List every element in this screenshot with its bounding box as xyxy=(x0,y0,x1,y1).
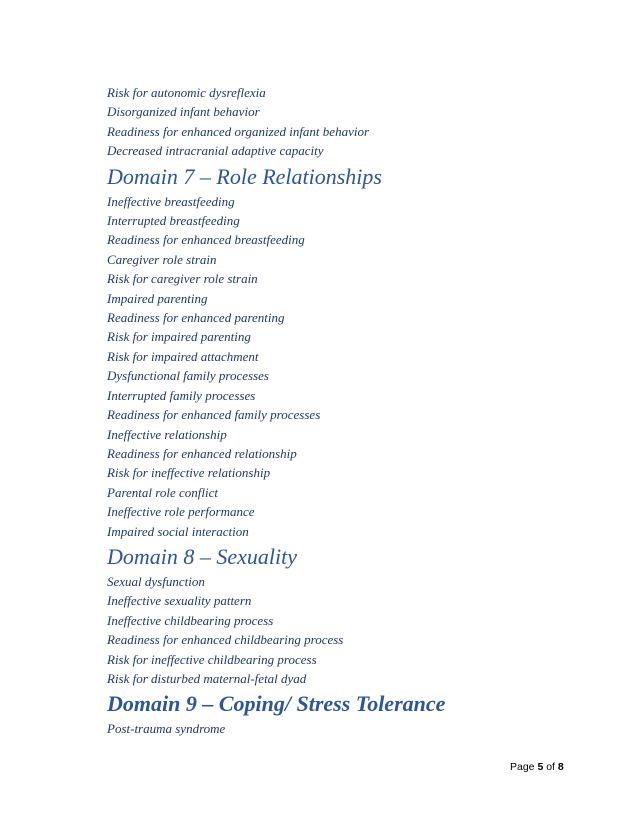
list-item: Readiness for enhanced parenting xyxy=(107,310,285,326)
page-total: 8 xyxy=(557,761,564,773)
domain-7-heading: Domain 7 – Role Relationships xyxy=(107,163,382,189)
list-item: Ineffective relationship xyxy=(107,426,227,442)
domain-7-list xyxy=(107,192,607,541)
list-item: Ineffective role performance xyxy=(107,504,255,520)
list-item: Readiness for enhanced family processes xyxy=(107,407,321,423)
list-item: Risk for ineffective relationship xyxy=(107,465,271,481)
list-item: Ineffective childbearing process xyxy=(107,612,274,628)
list-item: Sexual dysfunction xyxy=(107,573,205,589)
list-item: Risk for caregiver role strain xyxy=(107,271,258,287)
list-item: Readiness for enhanced relationship xyxy=(107,445,297,461)
list-item: Impaired social interaction xyxy=(107,523,249,539)
list-item: Risk for impaired attachment xyxy=(107,348,259,364)
domain-8-heading: Domain 8 – Sexuality xyxy=(107,543,298,569)
list-item: Risk for ineffective childbearing process xyxy=(107,651,317,667)
page-label: Page xyxy=(510,761,535,773)
list-item: Risk for autonomic dysreflexia xyxy=(107,85,266,100)
list-item: Readiness for enhanced childbearing process xyxy=(107,632,344,648)
page-of-label: of xyxy=(546,761,555,773)
document-body xyxy=(107,83,607,739)
list-item: Readiness for enhanced organized infant behavior xyxy=(107,123,370,139)
list-item: Interrupted family processes xyxy=(107,387,256,403)
list-item: Interrupted breastfeeding xyxy=(107,213,240,229)
list-item: Readiness for enhanced breastfeeding xyxy=(107,232,305,248)
list-item: Risk for disturbed maternal-fetal dyad xyxy=(107,670,307,686)
domain-8-list xyxy=(107,572,607,688)
domain-9-heading: Domain 9 – Coping/ Stress Tolerance xyxy=(107,691,446,717)
list-item: Ineffective sexuality pattern xyxy=(107,593,252,609)
list-item: Caregiver role strain xyxy=(107,251,217,267)
list-item: Decreased intracranial adaptive capacity xyxy=(107,143,324,159)
list-item: Dysfunctional family processes xyxy=(107,368,269,384)
page-number-footer xyxy=(510,761,564,773)
domain-9-list xyxy=(107,719,607,738)
list-item: Disorganized infant behavior xyxy=(107,104,260,120)
list-item: Post-trauma syndrome xyxy=(107,721,226,737)
list-item: Ineffective breastfeeding xyxy=(107,193,235,209)
list-top-items xyxy=(107,83,607,161)
list-item: Parental role conflict xyxy=(107,484,218,500)
list-item: Impaired parenting xyxy=(107,290,208,306)
list-item: Risk for impaired parenting xyxy=(107,329,251,345)
page-current: 5 xyxy=(537,761,544,773)
